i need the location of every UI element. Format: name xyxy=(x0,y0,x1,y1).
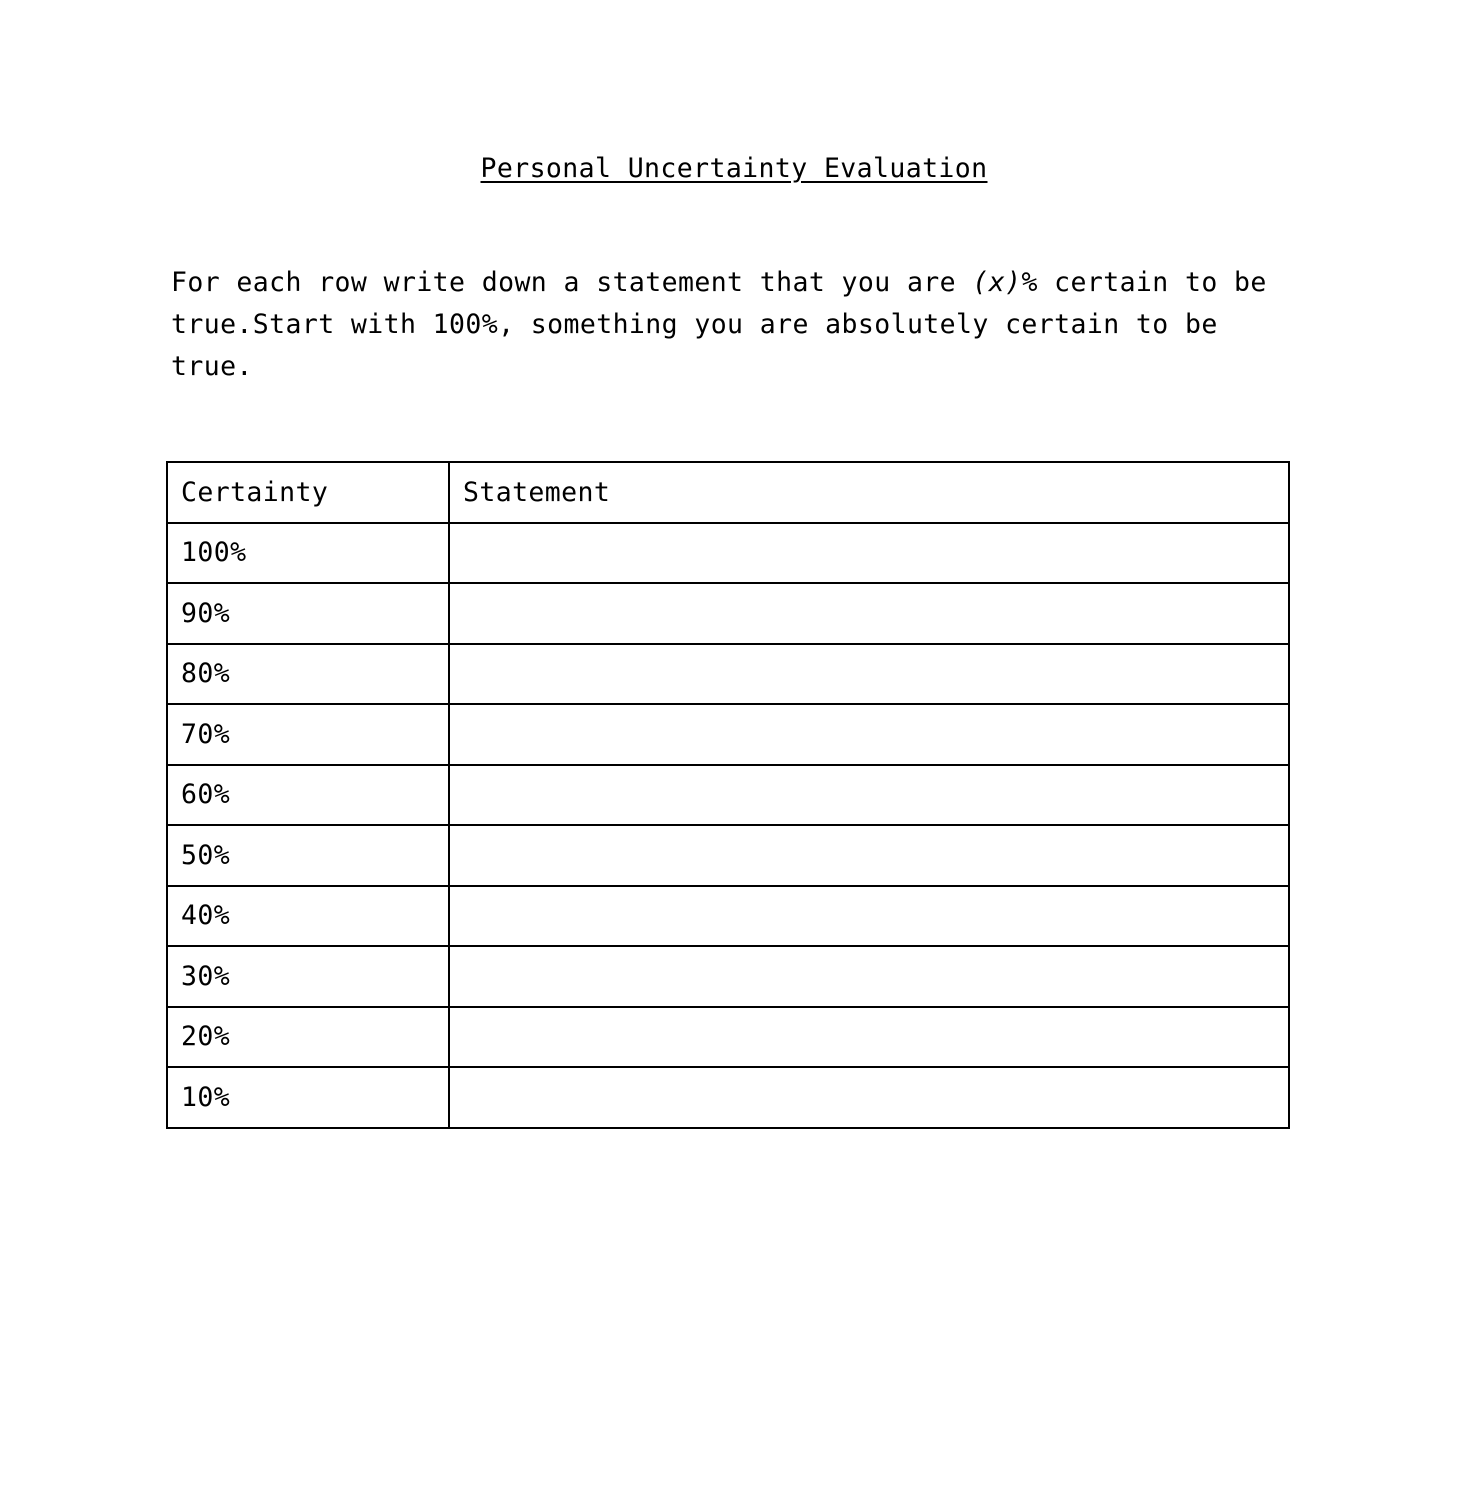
statement-cell[interactable] xyxy=(449,765,1289,826)
statement-cell[interactable] xyxy=(449,704,1289,765)
statement-cell[interactable] xyxy=(449,946,1289,1007)
instructions-rest: % certain to be true.Start with 100%, something you are absolutely certain to be true. xyxy=(171,267,1267,382)
table-row xyxy=(167,1007,1289,1068)
statement-cell[interactable] xyxy=(449,1007,1289,1068)
statement-cell[interactable] xyxy=(449,825,1289,886)
certainty-cell: 50% xyxy=(167,825,449,886)
table-header-row xyxy=(167,462,1289,523)
instructions-variable: (x) xyxy=(972,267,1022,298)
statement-cell[interactable] xyxy=(449,1067,1289,1128)
table-row xyxy=(167,825,1289,886)
table-row xyxy=(167,583,1289,644)
table-row xyxy=(167,1067,1289,1128)
certainty-cell: 100% xyxy=(167,523,449,584)
certainty-cell: 20% xyxy=(167,1007,449,1068)
certainty-cell: 90% xyxy=(167,583,449,644)
table-row xyxy=(167,644,1289,705)
document-title: Personal Uncertainty Evaluation xyxy=(480,153,988,184)
table-row xyxy=(167,765,1289,826)
certainty-cell: 40% xyxy=(167,886,449,947)
certainty-cell: 60% xyxy=(167,765,449,826)
statement-cell[interactable] xyxy=(449,523,1289,584)
header-statement: Statement xyxy=(449,462,1289,523)
instructions-text xyxy=(171,262,1301,388)
certainty-table xyxy=(166,461,1290,1129)
statement-cell[interactable] xyxy=(449,644,1289,705)
statement-cell[interactable] xyxy=(449,583,1289,644)
header-certainty: Certainty xyxy=(167,462,449,523)
statement-cell[interactable] xyxy=(449,886,1289,947)
instructions-lead: For each row write down a statement that you are xyxy=(171,267,973,298)
table-row xyxy=(167,946,1289,1007)
table-row xyxy=(167,523,1289,584)
table-row xyxy=(167,704,1289,765)
certainty-cell: 70% xyxy=(167,704,449,765)
certainty-cell: 10% xyxy=(167,1067,449,1128)
certainty-cell: 30% xyxy=(167,946,449,1007)
table-row xyxy=(167,886,1289,947)
certainty-cell: 80% xyxy=(167,644,449,705)
